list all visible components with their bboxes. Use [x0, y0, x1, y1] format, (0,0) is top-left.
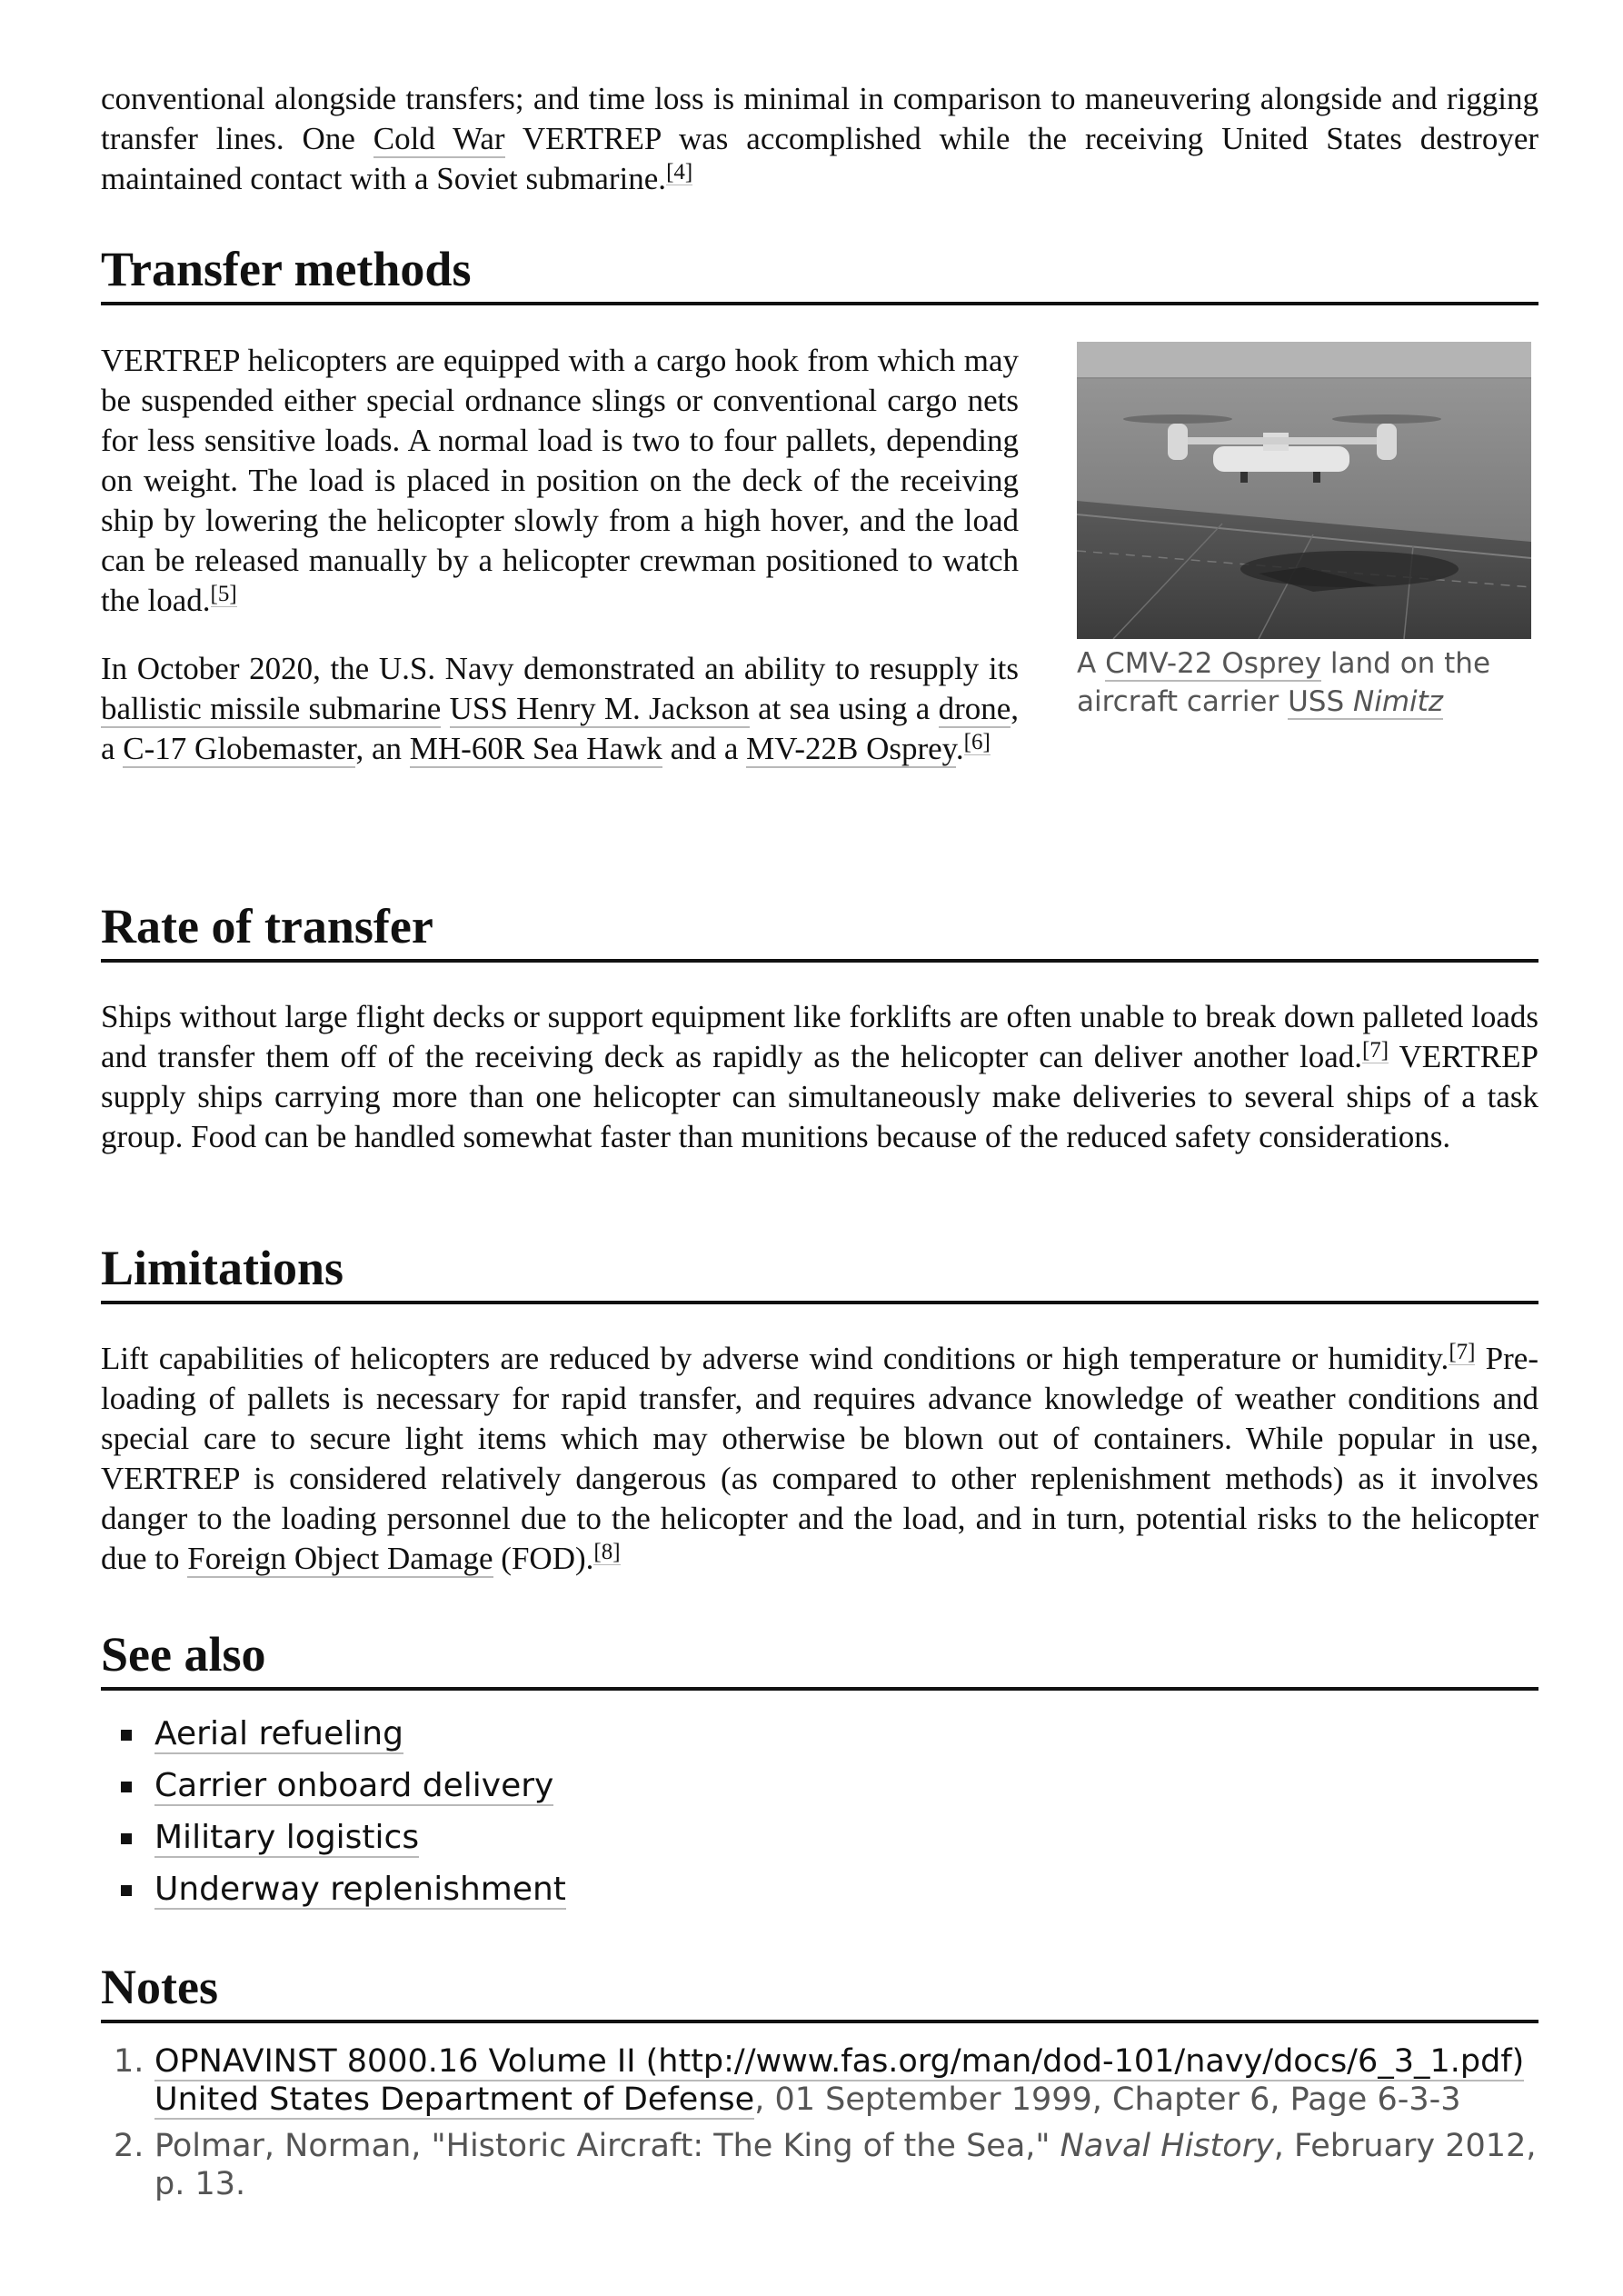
link-mh60r-sea-hawk[interactable]: MH-60R Sea Hawk: [409, 731, 662, 766]
transfer-p1-text: VERTREP helicopters are equipped with a cargo hook from which may be suspended either special ordnance slings or conventional cargo nets for less sensitive loads. A normal load is two to four pallets, depending on weight. The load is placed in position on the deck of the receiving ship by lowering the helicopter slowly from a high hover, and the load can be released manually by a helicopter crewman positioned to watch the load.: [101, 343, 1019, 618]
link-underway-replenishment[interactable]: Underway replenishment: [154, 1871, 566, 1908]
note-item-1: [101, 2042, 1538, 2119]
heading-rate-of-transfer: Rate of transfer: [101, 899, 1538, 963]
section-limitations: [101, 1241, 1538, 1579]
note-number: 1.: [114, 2043, 144, 2080]
p2-text-6: .: [955, 731, 964, 766]
link-drone[interactable]: drone: [938, 691, 1011, 726]
link-foreign-object-damage[interactable]: Foreign Object Damage: [187, 1541, 493, 1576]
reference-4[interactable]: [4]: [666, 160, 693, 185]
link-uss-nimitz[interactable]: [1288, 685, 1443, 720]
reference-7b[interactable]: [7]: [1449, 1340, 1476, 1364]
link-cmv22-osprey[interactable]: CMV-22 Osprey: [1105, 647, 1322, 680]
link-military-logistics[interactable]: Military logistics: [154, 1819, 420, 1856]
heading-transfer-methods: Transfer methods: [101, 242, 1538, 305]
p2-text-3: , a: [101, 691, 1020, 766]
link-opnavinst[interactable]: OPNAVINST 8000.16 Volume II (http://www.fas.org/man/dod-101/navy/docs/6_3_1.pdf): [154, 2043, 1525, 2080]
transfer-paragraph-1: [101, 341, 1019, 621]
reference-8[interactable]: [8]: [593, 1540, 621, 1564]
limitations-text-1: Lift capabilities of helicopters are reduced by adverse wind conditions or high temperature or humidity.: [101, 1341, 1449, 1376]
section-see-also: [101, 1627, 1538, 1915]
intro-section: [101, 79, 1538, 199]
transfer-methods-body: [101, 341, 1019, 769]
link-c17-globemaster[interactable]: C-17 Globemaster: [123, 731, 356, 766]
figure-caption: [1077, 644, 1538, 721]
link-ballistic-missile-submarine[interactable]: ballistic missile submarine: [101, 691, 442, 726]
rate-text-2: VERTREP supply ships carrying more than one helicopter can simultaneously make deliveries to several ships of a task group. Food can be handled somewhat faster than munitions because of the reduced safety considerations.: [101, 1039, 1538, 1154]
list-item: [101, 1863, 1538, 1915]
rate-paragraph: [101, 997, 1538, 1157]
caption-link-part: USS: [1288, 685, 1354, 718]
note-2-text-1: Polmar, Norman, "Historic Aircraft: The King of the Sea,": [154, 2128, 1060, 2164]
transfer-paragraph-2: [101, 649, 1019, 769]
link-cold-war[interactable]: Cold War: [373, 121, 505, 156]
limitations-paragraph: [101, 1339, 1538, 1579]
osprey-photo[interactable]: [1077, 342, 1531, 639]
link-uss-henry-m-jackson[interactable]: USS Henry M. Jackson: [449, 691, 750, 726]
rate-text-1: Ships without large flight decks or support equipment like forklifts are often unable to break down palleted loads and transfer them off of the receiving deck as rapidly as the helicopter can deliver another load.: [101, 999, 1538, 1074]
reference-6[interactable]: [6]: [963, 730, 991, 754]
p2-text-1: In October 2020, the U.S. Navy demonstrated an ability to resupply its: [101, 651, 1019, 686]
caption-text-2: land on the aircraft carrier: [1077, 647, 1491, 718]
intro-text-2: VERTREP was accomplished while the receiving United States destroyer maintained contact with a Soviet submarine.: [101, 121, 1539, 196]
heading-see-also: See also: [101, 1627, 1538, 1691]
p2-text-5: and a: [662, 731, 747, 766]
section-notes: [101, 1960, 1538, 2203]
list-item: [101, 1708, 1538, 1760]
note-item-2: [101, 2127, 1538, 2203]
section-rate-of-transfer: [101, 899, 1538, 1157]
note-1-text: , 01 September 1999, Chapter 6, Page 6-3-3: [754, 2081, 1461, 2118]
link-mv22b-osprey[interactable]: MV-22B Osprey: [746, 731, 956, 766]
see-also-list: [101, 1708, 1538, 1915]
reference-5[interactable]: [5]: [210, 582, 237, 606]
p2-space: [441, 691, 449, 726]
caption-link-italic: Nimitz: [1353, 685, 1444, 718]
heading-limitations: Limitations: [101, 1241, 1538, 1304]
p2-text-4: , an: [355, 731, 410, 766]
note-number: 2.: [114, 2128, 144, 2164]
heading-notes: Notes: [101, 1960, 1538, 2023]
limitations-text-2: Pre-loading of pallets is necessary for rapid transfer, and requires advance knowledge of weather conditions and special care to secure light items which may otherwise be blown out of containers. While popular in use, VERTREP is considered relatively dangerous (as compared to other replenishment methods) as it involves danger to the loading personnel due to the helicopter and the load, and in turn, potential risks to the helicopter due to: [101, 1341, 1538, 1576]
link-carrier-onboard-delivery[interactable]: Carrier onboard delivery: [154, 1767, 554, 1804]
list-item: [101, 1812, 1538, 1863]
limitations-text-3: (FOD).: [493, 1541, 594, 1576]
caption-text-1: A: [1077, 647, 1106, 680]
note-2-italic: Naval History: [1060, 2128, 1274, 2164]
intro-paragraph: [101, 79, 1538, 199]
p2-text-2: at sea using a: [749, 691, 939, 726]
section-transfer-methods: [101, 242, 1538, 305]
figure-osprey: [1077, 342, 1538, 721]
intro-text-1: conventional alongside transfers; and time loss is minimal in comparison to maneuvering alongside and rigging transfer lines. One: [101, 81, 1538, 156]
reference-7[interactable]: [7]: [1361, 1038, 1389, 1063]
link-us-department-of-defense[interactable]: United States Department of Defense: [154, 2081, 755, 2118]
notes-list: [101, 2042, 1538, 2203]
list-item: [101, 1760, 1538, 1812]
link-aerial-refueling[interactable]: Aerial refueling: [154, 1715, 403, 1752]
note-2-text-2: , February 2012, p. 13.: [154, 2128, 1537, 2202]
